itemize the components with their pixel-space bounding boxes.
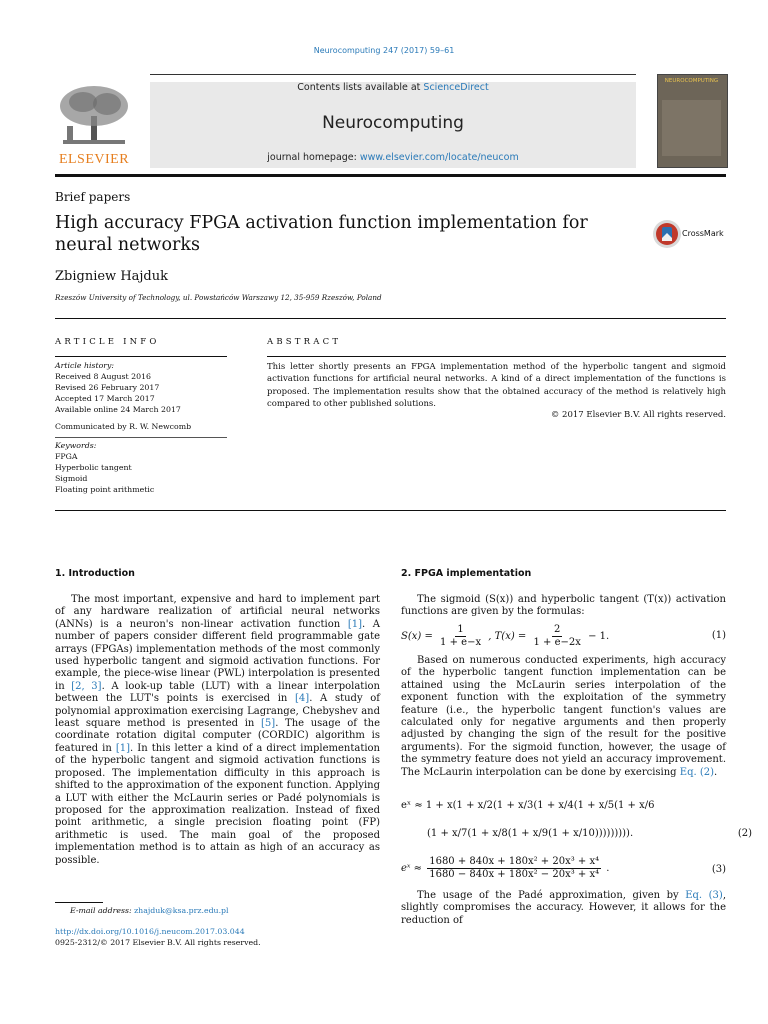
eq2-line-2-text: (1 + x/7(1 + x/8(1 + x/9(1 + x/10))))))))). [427,828,634,839]
abstract-copyright: © 2017 Elsevier B.V. All rights reserved. [550,410,726,420]
author-email-line [70,906,229,915]
article-title: High accuracy FPGA activation function implementation for neural networks [55,213,588,255]
eq1-s-num: 1 [457,624,464,635]
text-run: Based on numerous conducted experiments, high accuracy of the hyperbolic tangent function implementation can be attained using the McLaurin series interpolation of the exponent function with the exploitation of the symmetry feature (i.e., the hyperbolic tangent function's values are calculated only for negative arguments and then properly adjusted by changing the sign of the result for the positive arguments). For the sigmoid function, however, the usage of the symmetry feature does not yield an accuracy improvement. The McLaurin interpolation can be done by exercising [401,655,726,778]
equation-3 [401,856,726,886]
equation-number: (1) [711,630,726,641]
header-rule [150,74,636,75]
eq1-t-num: 2 [554,624,561,635]
equation-2-line-2 [401,822,752,856]
eq3-num: 1680 + 840x + 180x² + 20x³ + x⁴ [429,856,600,867]
history-item: Accepted 17 March 2017 [55,394,155,403]
text-run: , slightly compromises the accuracy. However, it allows for the reduction of [401,890,726,926]
section-heading-introduction: 1. Introduction [55,568,135,579]
eq3-fraction [427,856,601,881]
abstract-heading: ABSTRACT [267,337,342,347]
eq1-s-den: 1 + e−x [440,637,482,648]
doi-link[interactable]: http://dx.doi.org/10.1016/j.neucom.2017.03.044 [55,927,245,936]
equation-link[interactable]: Eq. (2) [679,766,714,778]
sciencedirect-link[interactable]: ScienceDirect [423,82,489,93]
eq3-lhs: eˣ ≈ [401,863,423,874]
article-history [55,360,181,415]
journal-homepage-line [150,152,636,163]
divider [55,318,726,319]
citation-link[interactable]: [4] [295,693,310,705]
text-run: The most important, expensive and hard to implement part of any hardware realization of artificial neural networks (ANNs) is a neuron's non-linear activation function [55,594,380,630]
eq1-tail: − 1. [588,631,610,642]
history-item: Available online 24 March 2017 [55,405,181,414]
divider [55,510,726,511]
journal-name: Neurocomputing [322,113,464,133]
eq1-t-den: 1 + e−2x [533,637,581,648]
crossmark-icon[interactable] [652,219,682,249]
author-name: Zbigniew Hajduk [55,269,169,284]
text-run: . In this letter a kind of a direct implementation of the hyperbolic tangent and sigmoid activation functions is proposed. The implementation difficulty in this approach is shifted to the approximation of the exponent function. Applying a LUT with either the McLaurin series or Padé polynomials is proposed for the approximation realization. Instead of fixed point arithmetic, a single precision floating point (FP) arithmetic is used. The main goal of the proposed implementation method is to attain as high of an accuracy as possible. [55,742,380,866]
equation-number: (3) [711,864,726,875]
fpga-paragraph-2 [401,655,726,779]
email-label: E-mail address: [70,906,135,915]
article-info-heading: ARTICLE INFO [55,337,160,347]
crossmark-label[interactable]: CrossMark [682,229,724,238]
article-info-rule [55,356,227,357]
eq1-t-fraction [532,624,583,649]
header-thick-rule [55,174,726,177]
eq1-t-lhs: , T(x) = [488,631,527,642]
history-item: Revised 26 February 2017 [55,383,160,392]
keywords-label: Keywords: [55,441,97,450]
abstract-rule [267,356,726,357]
eq3-den: 1680 − 840x + 180x² − 20x³ + x⁴ [429,869,600,880]
section-heading-fpga: 2. FPGA implementation [401,568,532,579]
journal-reference[interactable]: Neurocomputing 247 (2017) 59–61 [313,46,455,55]
equation-1 [401,624,726,654]
article-info-rule [55,437,227,438]
citation-link[interactable]: [2, 3] [71,680,102,692]
eq1-s-lhs: S(x) = [401,631,433,642]
text-run: . The usage of the coordinate rotation digital computer (CORDIC) algorithm is featured in [55,718,380,754]
history-label: Article history: [55,361,115,370]
article-section-label: Brief papers [55,190,131,204]
fpga-paragraph-1: The sigmoid (S(x)) and hyperbolic tangent (T(x)) activation functions are given by the formulas: [401,594,726,618]
homepage-prefix: journal homepage: [267,152,360,163]
citation-link[interactable]: [1] [347,618,362,630]
author-email-link[interactable]: zhajduk@ksa.prz.edu.pl [134,906,229,915]
citation-link[interactable]: [1] [115,742,131,754]
keywords [55,440,154,495]
text-run: The usage of the Padé approximation, given by [417,890,686,901]
text-run: . A look-up table (LUT) with a linear interpolation between the LUT's points is exercised in [55,680,380,705]
keyword: Floating point arithmetic [55,485,155,494]
text-run: . [714,766,718,778]
equation-link[interactable]: Eq. (3) [685,890,723,901]
journal-cover-title: NEUROCOMPUTING [664,78,719,84]
communicated-by: Communicated by R. W. Newcomb [55,422,192,431]
contents-prefix: Contents lists available at [297,82,424,93]
contents-line [150,82,636,93]
keyword: Hyperbolic tangent [55,463,132,472]
text-run: . A study of polynomial approximation exercising Lagrange, Chebyshev and least square method is presented in [55,693,380,730]
keyword: Sigmoid [55,474,88,483]
introduction-paragraph [55,594,380,867]
eq1-s-fraction [438,624,483,649]
history-item: Received 8 August 2016 [55,372,152,381]
issn-copyright: 0925-2312/© 2017 Elsevier B.V. All rights reserved. [55,938,261,947]
equation-number: (2) [737,828,752,839]
journal-homepage-link[interactable]: www.elsevier.com/locate/neucom [359,152,519,163]
citation-link[interactable]: [5] [261,718,276,730]
equation-2-line-1: eˣ ≈ 1 + x(1 + x/2(1 + x/3(1 + x/4(1 + x/5(1 + x/6 [401,800,655,811]
eq3-tail: . [606,863,610,874]
keyword: FPGA [55,452,78,461]
elsevier-wordmark: ELSEVIER [58,152,130,167]
abstract-text: This letter shortly presents an FPGA implementation method of the hyperbolic tangent and sigmoid activation functions for artificial neural networks. A kind of a direct implementation of the functions is proposed. The implementation results show that the obtained accuracy of the method is relatively high compared to other published solutions. [267,362,726,409]
fpga-paragraph-3 [401,890,726,927]
footnote-rule [55,902,103,903]
author-affiliation: Rzeszów University of Technology, ul. Powstańców Warszawy 12, 35-959 Rzeszów, Poland [55,293,382,302]
journal-cover-body [662,100,721,156]
text-run: . A number of papers consider different field programmable gate arrays (FPGAs) implementation methods of the most commonly used hyperbolic tangent and sigmoid activation functions. For example, the piece-wise linear (PWL) interpolation is presented in [55,618,380,692]
